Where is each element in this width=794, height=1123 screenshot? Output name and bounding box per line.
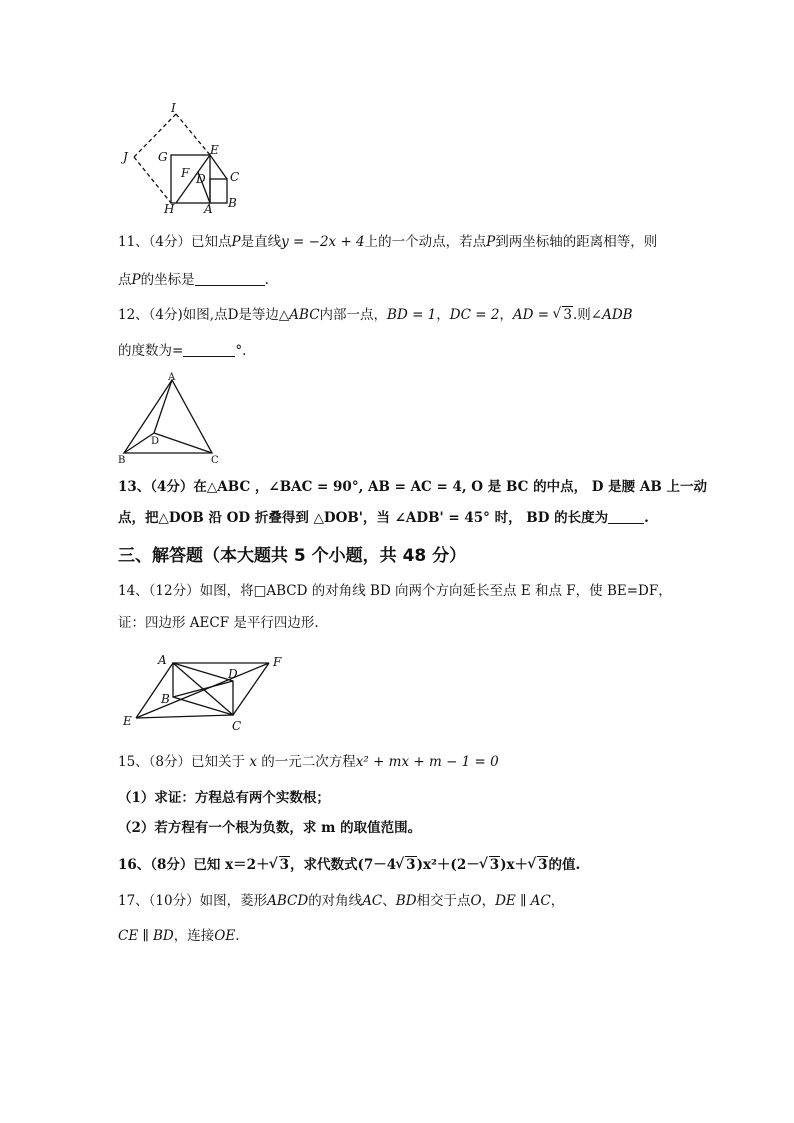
- triangle-label-C: C: [211, 455, 219, 465]
- question-12-line-1: 12、（4分)如图,点D是等边△ABC内部一点，BD = 1，DC = 2，AD = √ 3.则∠ADB: [118, 305, 633, 325]
- section-heading: 三、解答题（本大题共 5 个小题，共 48 分）: [118, 546, 467, 566]
- question-13-line-2: 点，把△DOB 沿 OD 折叠得到 △DOB'，当 ∠ADB' = 45° 时， BD 的长度为 .: [118, 510, 649, 526]
- sqrt-symbol: √ 3: [270, 855, 290, 875]
- parallelogram-label-B: B: [161, 692, 170, 706]
- question-11-line-1: 11、（4分）已知点P是直线y = −2x + 4上的一个动点，若点P到两坐标轴的距离相等，则: [118, 234, 658, 250]
- answer-blank-12[interactable]: [183, 342, 235, 357]
- question-14-line-1: 14、（12分）如图，将□ABCD 的对角线 BD 向两个方向延长至点 E 和点 F，使 BE=DF，: [118, 583, 672, 599]
- question-15-sub-2: （2）若方程有一个根为负数，求 m 的取值范围。: [118, 820, 422, 836]
- parallelogram-label-D: D: [228, 667, 238, 681]
- square-label-I: I: [171, 101, 176, 115]
- square-label-A: A: [204, 202, 213, 216]
- question-17-line-1: 17、（10分）如图，菱形ABCD的对角线AC、BD相交于点O，DE ∥ AC，: [118, 893, 565, 909]
- square-label-B: B: [228, 196, 237, 210]
- square-label-D: D: [196, 172, 206, 186]
- parallelogram-label-A: A: [158, 653, 167, 667]
- parallelogram-label-E: E: [123, 714, 132, 728]
- question-11-line-2: 点P的坐标是 .: [118, 272, 269, 288]
- triangle-label-D: D: [151, 436, 160, 447]
- square-label-E: E: [210, 143, 219, 157]
- parallelogram-label-C: C: [232, 719, 242, 733]
- question-16-line: 16、（8分）已知 x＝2＋√ 3，求代数式(7－4√ 3)x²＋(2－√ 3)x＋√ 3的值.: [118, 855, 580, 875]
- question-12-line-2: 的度数为= °.: [118, 343, 247, 359]
- question-13-line-1: 13、（4分）在△ABC ，∠BAC = 90°, AB = AC = 4, O 是 BC 的中点， D 是腰 AB 上一动: [118, 479, 707, 495]
- square-figure: [118, 95, 258, 220]
- sqrt-symbol: √ 3: [528, 855, 548, 875]
- question-14-line-2: 证：四边形 AECF 是平行四边形.: [118, 615, 319, 631]
- square-label-H: H: [164, 202, 175, 216]
- answer-blank-13[interactable]: [608, 509, 644, 524]
- square-label-G: G: [158, 150, 168, 164]
- question-17-line-2: CE ∥ BD，连接OE.: [118, 928, 240, 944]
- parallelogram-label-F: F: [273, 655, 282, 669]
- sqrt-symbol: √ 3: [396, 855, 416, 875]
- triangle-figure: [114, 370, 229, 465]
- triangle-label-A: A: [168, 372, 176, 383]
- square-label-F: F: [181, 166, 190, 180]
- question-15-line-1: 15、（8分）已知关于 x 的一元二次方程x² + mx + m − 1 = 0: [118, 754, 499, 770]
- question-15-sub-1: （1）求证：方程总有两个实数根；: [118, 790, 330, 806]
- triangle-label-B: B: [118, 455, 126, 465]
- answer-blank-11[interactable]: [195, 271, 265, 286]
- parallelogram-figure: [118, 648, 298, 736]
- sqrt-symbol: √ 3: [553, 305, 573, 325]
- square-label-C: C: [230, 170, 240, 184]
- square-label-J: J: [123, 150, 128, 164]
- sqrt-symbol: √ 3: [480, 855, 500, 875]
